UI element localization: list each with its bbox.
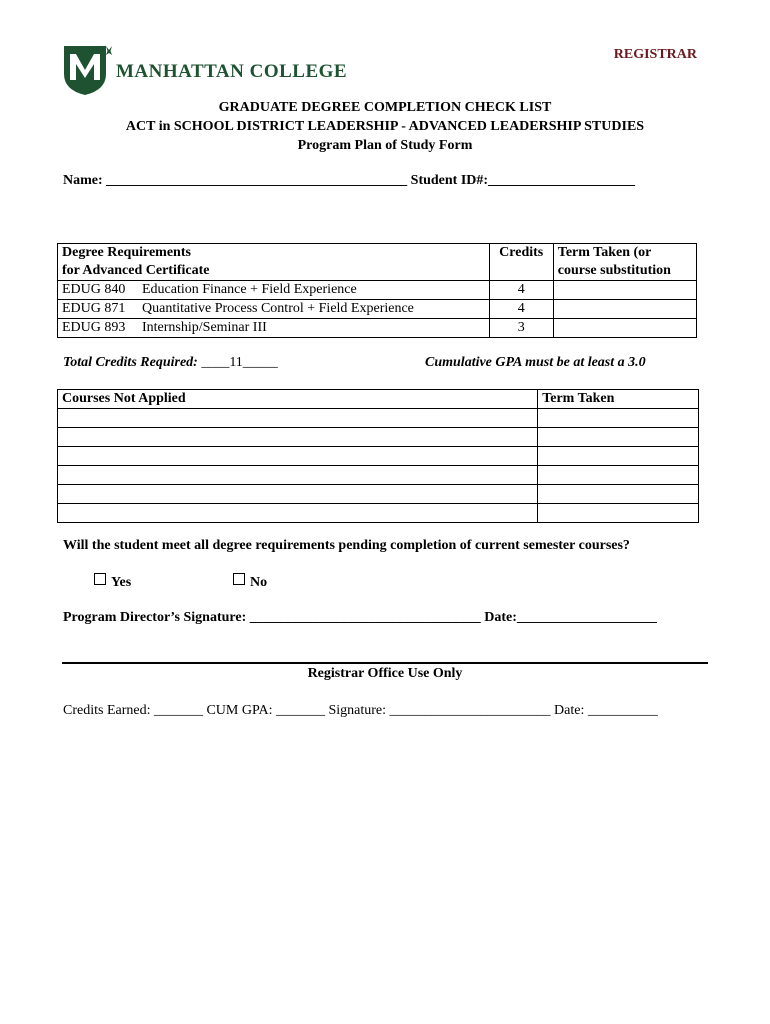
term-header-line2: course substitution [557, 263, 671, 278]
course-input-cell[interactable] [58, 428, 538, 447]
course-code: EDUG 893 [62, 320, 126, 335]
courses-not-applied-header: Courses Not Applied [58, 390, 538, 409]
no-checkbox[interactable] [233, 573, 245, 585]
student-name-field[interactable] [63, 173, 635, 189]
requirements-header-cell [58, 244, 490, 281]
registrar-heading: REGISTRAR [613, 47, 697, 62]
no-label: No [250, 575, 268, 590]
course-input-cell[interactable] [58, 485, 538, 504]
course-input-cell[interactable] [58, 504, 538, 523]
table-row[interactable] [58, 504, 699, 523]
term-taken-cell[interactable] [553, 300, 696, 319]
term-input-cell[interactable] [538, 485, 699, 504]
table-row[interactable] [58, 428, 699, 447]
gpa-requirement: Cumulative GPA must be at least a 3.0 [425, 355, 646, 370]
college-shield-icon [62, 44, 112, 96]
total-credits [63, 355, 278, 371]
requirements-header-line1: Degree Requirements [62, 245, 191, 260]
student-id-label: Student ID#:_____________________ [410, 173, 636, 188]
total-credits-label: Total Credits Required: [63, 355, 202, 370]
term-taken-cell[interactable] [553, 281, 696, 300]
registrar-office-fields[interactable]: Credits Earned: _______ CUM GPA: _______ Signature: _______________________ Date: __________ [63, 703, 658, 718]
term-input-cell[interactable] [538, 466, 699, 485]
form-title: GRADUATE DEGREE COMPLETION CHECK LIST [218, 100, 552, 115]
table-row [58, 319, 697, 338]
table-row [58, 281, 697, 300]
course-code: EDUG 840 [62, 282, 126, 297]
course-input-cell[interactable] [58, 466, 538, 485]
course-credits: 4 [489, 300, 553, 319]
term-input-cell[interactable] [538, 409, 699, 428]
requirements-header-line2: for Advanced Certificate [62, 263, 210, 278]
course-title: Education Finance + Field Experience [142, 282, 357, 297]
term-input-cell[interactable] [538, 428, 699, 447]
college-logo [62, 44, 348, 96]
course-input-cell[interactable] [58, 409, 538, 428]
yes-checkbox[interactable] [94, 573, 106, 585]
course-title: Quantitative Process Control + Field Experience [142, 301, 414, 316]
course-credits: 4 [489, 281, 553, 300]
table-row[interactable] [58, 409, 699, 428]
college-name: MANHATTAN COLLEGE [116, 61, 348, 82]
requirements-table [57, 243, 697, 338]
table-row[interactable] [58, 466, 699, 485]
term-header-cell [553, 244, 696, 281]
requirements-header-row [58, 244, 697, 281]
term-taken-cell[interactable] [553, 319, 696, 338]
not-applied-header-row [58, 390, 699, 409]
yes-option[interactable] [94, 573, 131, 591]
completion-question: Will the student meet all degree requirements pending completion of current semester courses? [63, 538, 630, 553]
course-input-cell[interactable] [58, 447, 538, 466]
yes-label: Yes [111, 575, 132, 590]
course-cell [58, 281, 490, 300]
course-code: EDUG 871 [62, 301, 126, 316]
term-taken-header: Term Taken [538, 390, 699, 409]
course-cell [58, 319, 490, 338]
director-signature-field[interactable] [63, 610, 657, 626]
registrar-office-title: Registrar Office Use Only [307, 666, 463, 681]
table-row [58, 300, 697, 319]
course-title: Internship/Seminar III [142, 320, 267, 335]
courses-not-applied-table [57, 389, 699, 523]
table-row[interactable] [58, 485, 699, 504]
director-signature-label: Program Director’s Signature: _________________________________ [63, 610, 481, 625]
credits-header: Credits [489, 244, 553, 281]
course-cell [58, 300, 490, 319]
term-input-cell[interactable] [538, 447, 699, 466]
term-input-cell[interactable] [538, 504, 699, 523]
table-row[interactable] [58, 447, 699, 466]
form-subtitle: Program Plan of Study Form [297, 138, 473, 153]
no-option[interactable] [233, 573, 267, 591]
term-header-line1: Term Taken (or [557, 245, 652, 260]
program-title: ACT in SCHOOL DISTRICT LEADERSHIP - ADVANCED LEADERSHIP STUDIES [125, 119, 645, 134]
course-credits: 3 [489, 319, 553, 338]
signature-date-label: Date:____________________ [484, 610, 657, 625]
total-credits-value: ____11_____ [201, 355, 278, 370]
student-name-label: Name: ___________________________________________ [63, 173, 408, 188]
section-divider [62, 662, 708, 664]
